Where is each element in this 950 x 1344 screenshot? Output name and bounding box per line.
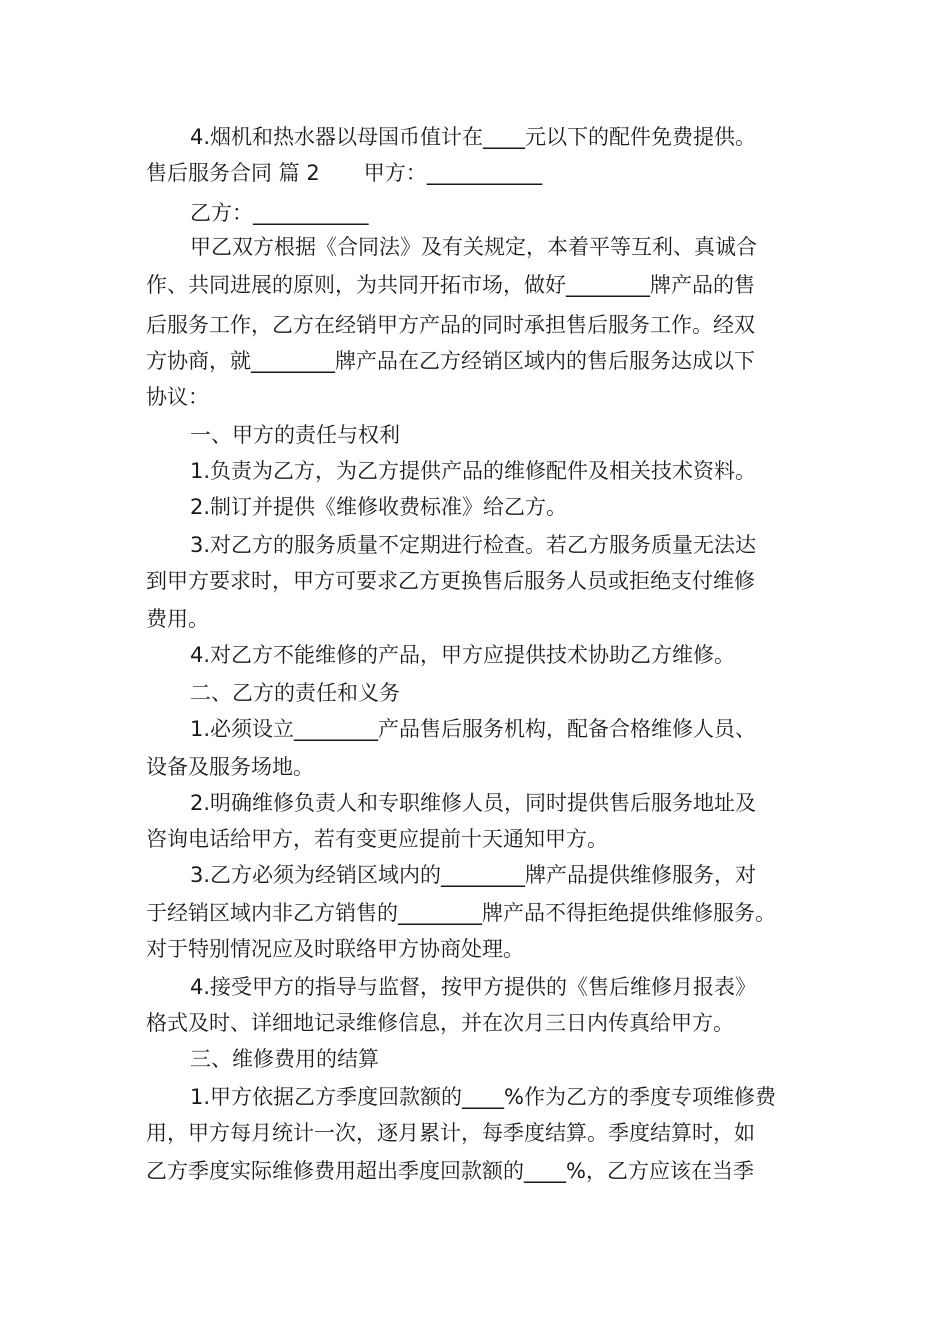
- text-line: 4.接受甲方的指导与监督，按甲方提供的《售后维修月报表》: [190, 975, 757, 999]
- text-line: 2.明确维修负责人和专职维修人员，同时提供售后服务地址及: [190, 791, 757, 815]
- text-line: 到甲方要求时，甲方可要求乙方更换售后服务人员或拒绝支付维修: [146, 569, 755, 593]
- text-line: 甲乙双方根据《合同法》及有关规定，本着平等互利、真诚合: [190, 235, 757, 259]
- section-heading: 二、乙方的责任和义务: [190, 681, 400, 705]
- party-b-field: 乙方：___________: [190, 201, 369, 225]
- text-line: 4.烟机和热水器以母国币值计在____元以下的配件免费提供。: [190, 125, 757, 149]
- text-line: 用，甲方每月统计一次，逐月累计，每季度结算。季度结算时，如: [146, 1121, 755, 1145]
- contract-title: 售后服务合同 篇 2: [146, 161, 320, 185]
- text-line: 方协商，就________牌产品在乙方经销区域内的售后服务达成以下: [146, 349, 755, 373]
- text-line: 4.对乙方不能维修的产品，甲方应提供技术协助乙方维修。: [190, 643, 736, 667]
- text-line: 3.乙方必须为经销区域内的________牌产品提供维修服务，对: [190, 863, 757, 887]
- text-line: 费用。: [146, 607, 209, 631]
- party-a-field: 甲方：___________: [363, 161, 543, 185]
- text-line: 1.负责为乙方，为乙方提供产品的维修配件及相关技术资料。: [190, 459, 757, 483]
- text-line: 协议：: [146, 385, 209, 409]
- text-line: 后服务工作，乙方在经销甲方产品的同时承担售后服务工作。经双: [146, 313, 755, 337]
- text-line: 3.对乙方的服务质量不定期进行检查。若乙方服务质量无法达: [190, 533, 757, 557]
- section-heading: 三、维修费用的结算: [190, 1047, 379, 1071]
- text-line: 对于特别情况应及时联络甲方协商处理。: [146, 937, 524, 961]
- text-line: 作、共同进展的原则，为共同开拓市场，做好________牌产品的售: [146, 273, 755, 297]
- text-line: 设备及服务场地。: [146, 755, 314, 779]
- section-heading: [146, 158, 542, 188]
- text-line: 格式及时、详细地记录维修信息，并在次月三日内传真给甲方。: [146, 1011, 734, 1035]
- text-line: 1.必须设立________产品售后服务机构，配备合格维修人员、: [190, 717, 757, 741]
- text-line: 1.甲方依据乙方季度回款额的____%作为乙方的季度专项维修费: [190, 1085, 776, 1109]
- text-line: 于经销区域内非乙方销售的________牌产品不得拒绝提供维修服务。: [146, 901, 776, 925]
- text-line: 乙方季度实际维修费用超出季度回款额的____%，乙方应该在当季: [146, 1159, 754, 1183]
- section-heading: 一、甲方的责任与权利: [190, 423, 400, 447]
- text-line: 2.制订并提供《维修收费标准》给乙方。: [190, 495, 568, 519]
- text-line: 咨询电话给甲方，若有变更应提前十天通知甲方。: [146, 827, 608, 851]
